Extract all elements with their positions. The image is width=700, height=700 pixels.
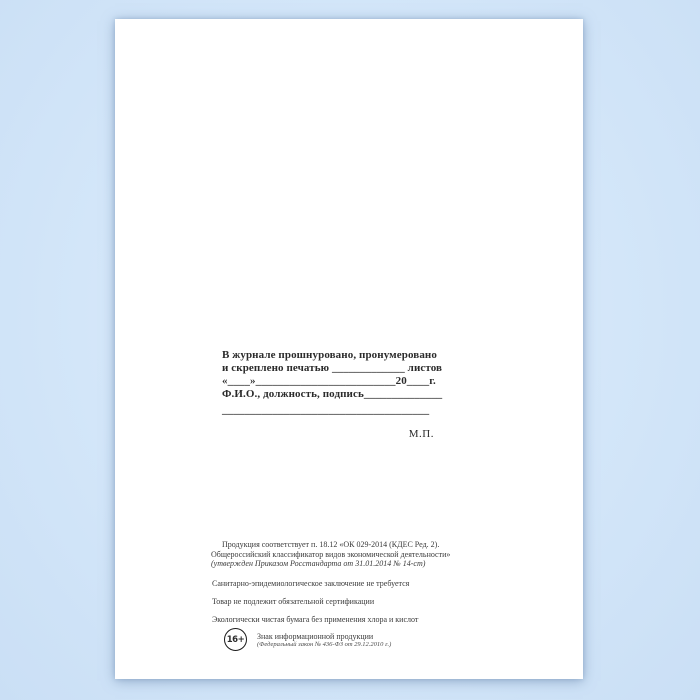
- signature-line: _____________________________________: [222, 404, 430, 416]
- age-rating-mark: [224, 628, 391, 651]
- stitch-line-4: Ф.И.О., должность, подпись______________: [222, 388, 443, 400]
- compliance-line-3: (утвержден Приказом Росстандарта от 31.01.2014 № 14-ст): [211, 559, 426, 568]
- note-certification: Товар не подлежит обязательной сертификации: [212, 597, 375, 606]
- stitch-line-3: «____»_________________________20____г.: [222, 375, 436, 387]
- compliance-block: [211, 540, 450, 569]
- journal-back-page: [115, 19, 583, 679]
- note-eco-paper: Экологически чистая бумага без применения хлора и кислот: [212, 615, 419, 624]
- stitch-certification-block: [222, 349, 443, 441]
- age-mark-text: [257, 628, 391, 649]
- compliance-line-2: Общероссийский классификатор видов экономической деятельности»: [211, 549, 451, 559]
- note-sanitary: Санитарно-эпидемиологическое заключение не требуется: [212, 579, 410, 588]
- age-mark-law-reference: (Федеральный закон № 436-ФЗ от 29.12.2010 г.): [257, 641, 392, 648]
- stitch-line-1: В журнале прошнуровано, пронумеровано: [222, 349, 437, 361]
- certification-notes: [212, 579, 418, 633]
- age-mark-title: Знак информационной продукции: [257, 632, 374, 641]
- stitch-line-2: и скреплено печатью _____________ листов: [222, 362, 443, 374]
- seal-place-label: М.П.: [408, 428, 434, 440]
- compliance-line-1: Продукция соответствует п. 18.12 «ОК 029-2014 (КДЕС Ред. 2).: [222, 540, 440, 549]
- age-16plus-icon: 16+: [224, 628, 247, 651]
